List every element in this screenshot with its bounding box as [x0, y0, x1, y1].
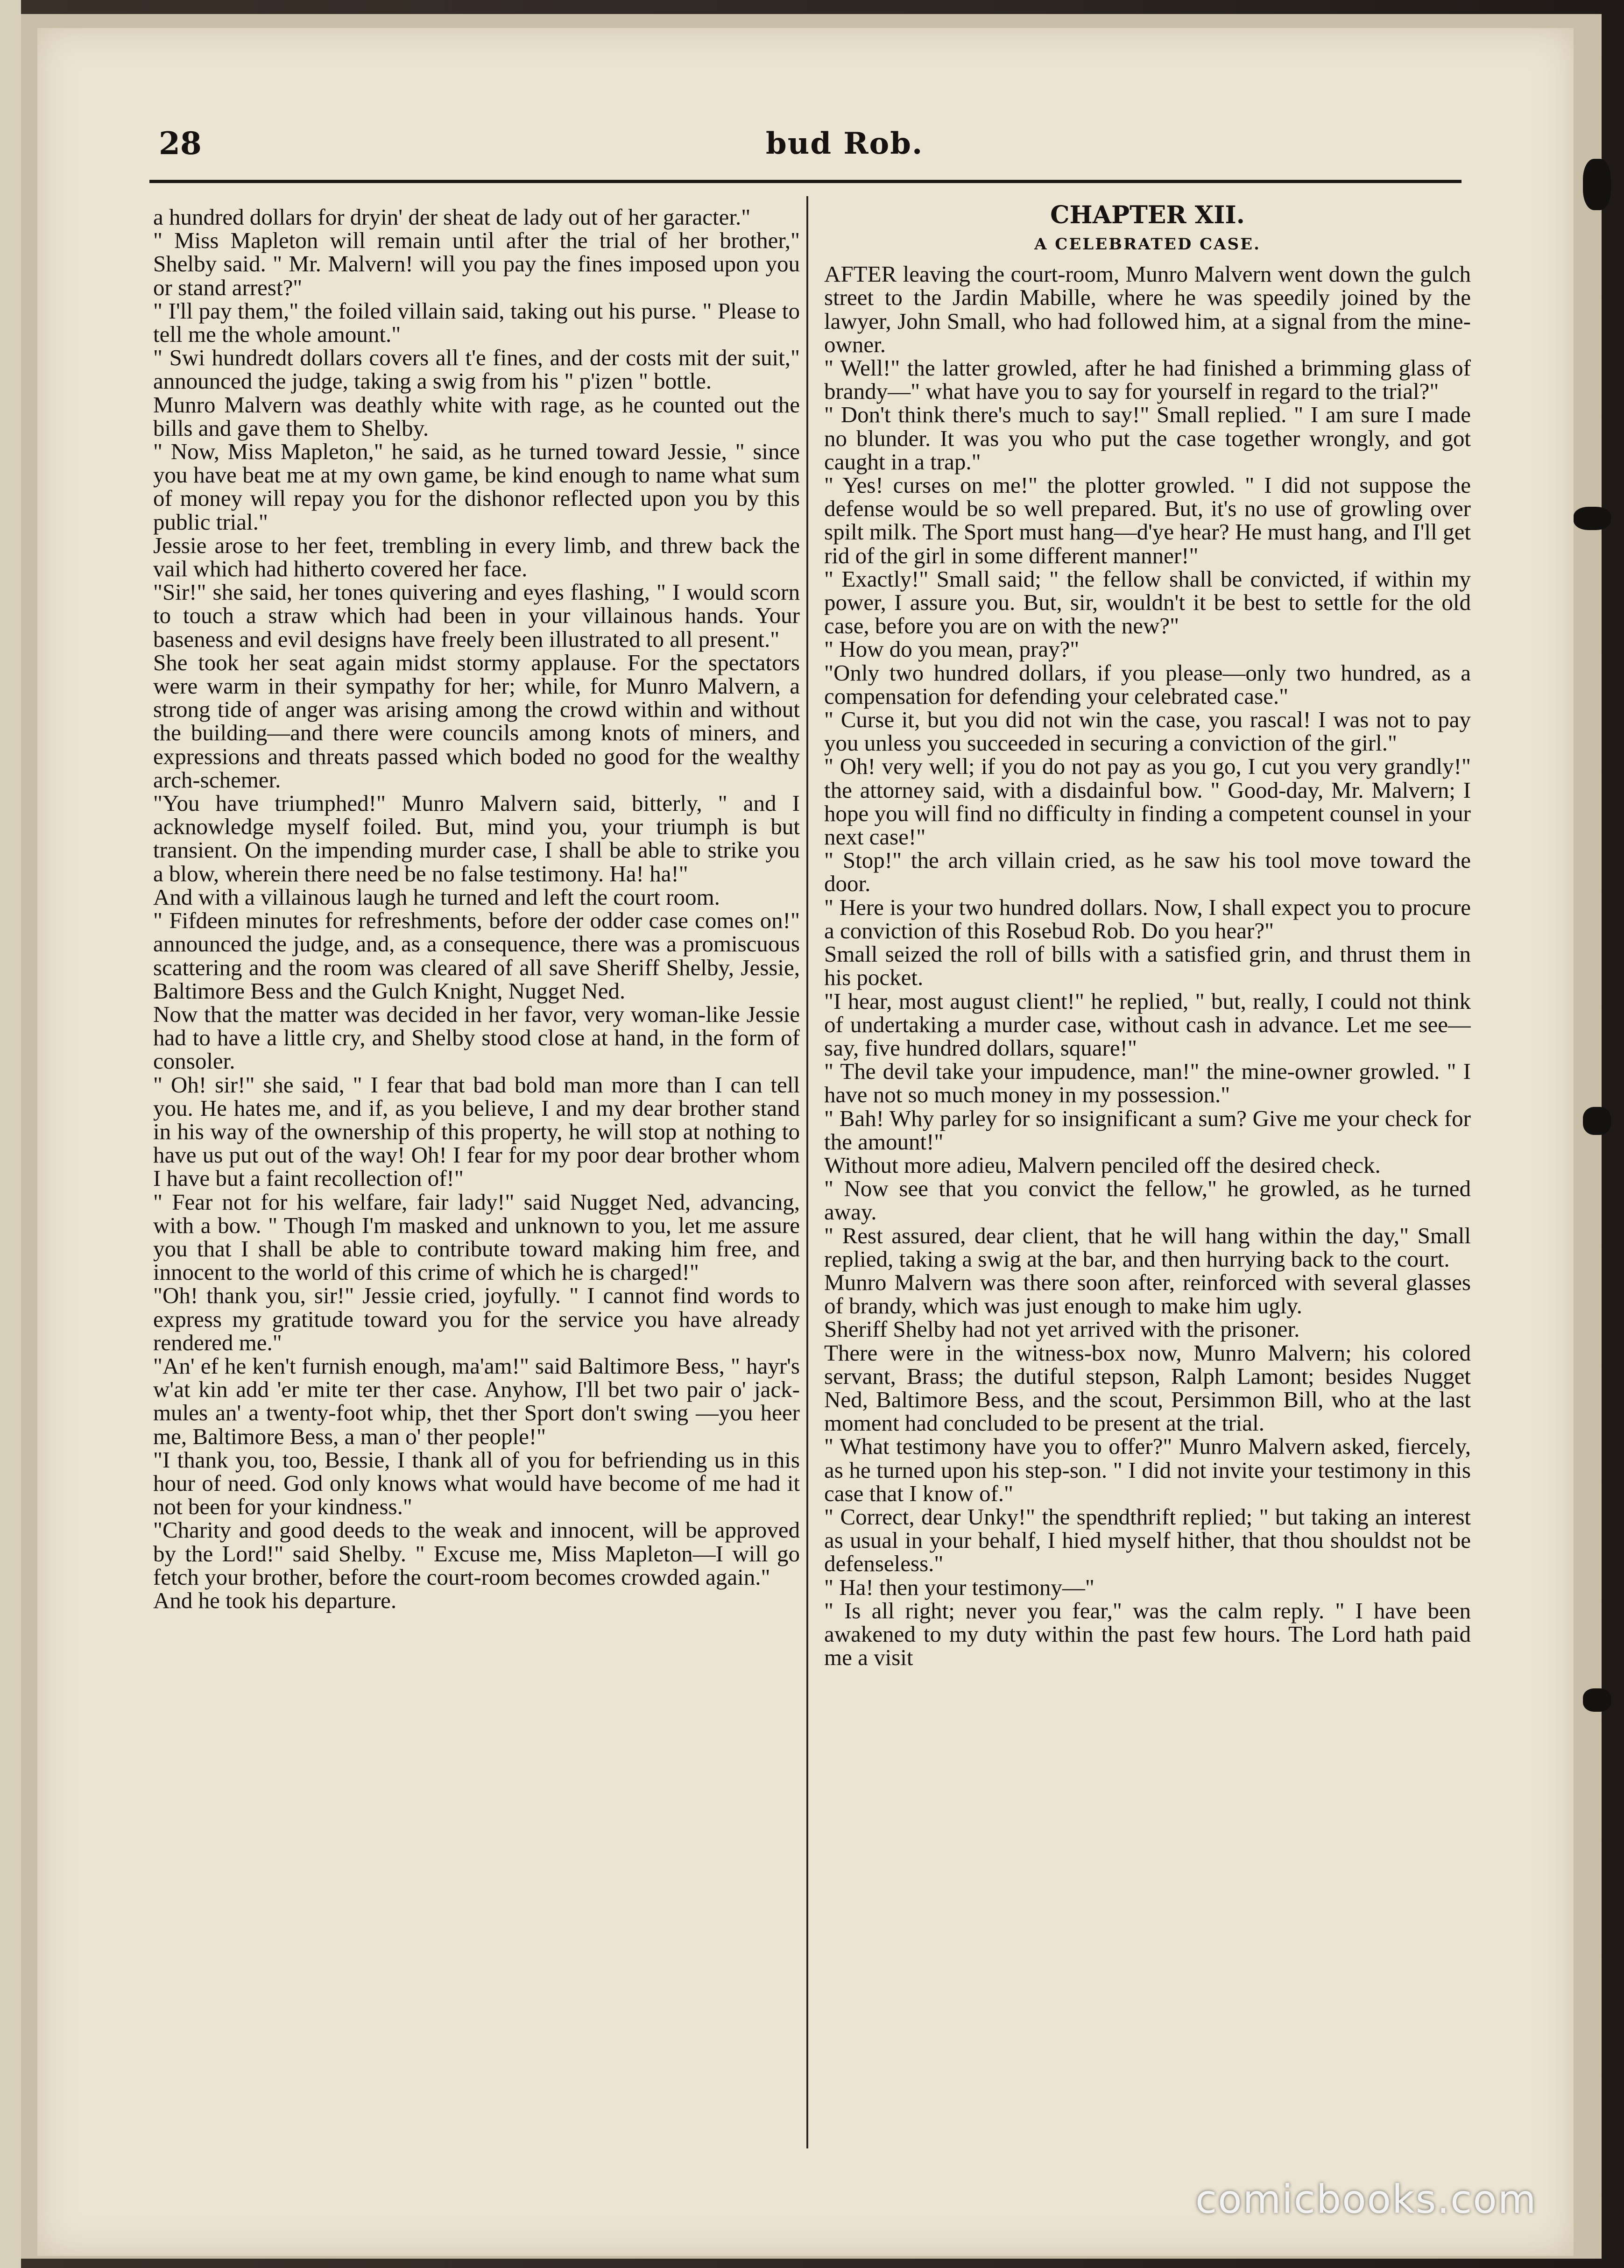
paragraph: Jessie arose to her feet, trembling in every limb, and threw back the vail which had hitherto covered her face. — [153, 532, 800, 582]
binding-edge — [0, 0, 21, 2268]
column-divider — [806, 196, 808, 2148]
paragraph: " How do you mean, pray?" — [824, 636, 1080, 662]
paragraph: " Don't think there's much to say!" Small replied. " I am sure I made no blunder. It was you who put the case together wrongly, and got caught in a trap." — [824, 402, 1471, 475]
paragraph: Sheriff Shelby had not yet arrived with the prisoner. — [824, 1316, 1300, 1342]
paragraph: "I hear, most august client!" he replied, " but, really, I could not think of undertaking a murder case, without cash in advance. Let me see—say, five hundred dollars, square!" — [824, 988, 1471, 1061]
paragraph: "I thank you, too, Bessie, I thank all of you for befriending us in this hour of need. God only knows what would have become of me had it not been for your kindness." — [153, 1446, 800, 1520]
right-column — [824, 201, 1471, 2144]
paragraph: " Curse it, but you did not win the case, you rascal! I was not to pay you unless you succeeded in securing a conviction of the girl." — [824, 707, 1471, 756]
paragraph: "Only two hundred dollars, if you please—only two hundred, as a compensation for defending your celebrated case." — [824, 659, 1471, 709]
paragraph: " Fear not for his welfare, fair lady!" said Nugget Ned, advancing, with a bow. " Though I'm masked and unknown to you, let me assure you that I shall be able to contribute toward making him free, and innocent to the world of this crime of which he is charged!" — [153, 1189, 800, 1285]
paragraph: " What testimony have you to offer?" Munro Malvern asked, fiercely, as he turned upon his step-son. " I did not invite your testimony in this case that I know of." — [824, 1433, 1471, 1506]
paragraph: And he took his departure. — [153, 1587, 397, 1613]
chapter-subtitle: A CELEBRATED CASE. — [1034, 235, 1261, 254]
paragraph: Small seized the roll of bills with a satisfied grin, and thrust them in his pocket. — [824, 941, 1471, 991]
binding-hole-mark — [1583, 1688, 1611, 1712]
paragraph: " Rest assured, dear client, that he will hang within the day," Small replied, taking a swig at the bar, and then hurrying back to the court. — [824, 1222, 1471, 1272]
left-column — [153, 206, 800, 2148]
paragraph: "You have triumphed!" Munro Malvern said, bitterly, " and I acknowledge myself foiled. But, mind you, your triumph is but transient. On the impending murder case, I shall be able to strike you a blow, wherein there need be no false testimony. Ha! ha!" — [153, 790, 800, 886]
paragraph: " Stop!" the arch villain cried, as he saw his tool move toward the door. — [824, 847, 1471, 897]
paragraph: " Oh! sir!" she said, " I fear that bad bold man more than I can tell you. He hates me, and if, as you believe, I and my dear brother stand in his way of the ownership of this property, he will stop at nothing to have us put out of the way! Oh! I fear for my poor dear brother whom I have but a faint recollection of!" — [153, 1071, 800, 1191]
watermark: comicbooks.com — [1195, 2176, 1537, 2222]
running-head: bud Rob. — [766, 126, 924, 161]
chapter-title: CHAPTER XII. — [1050, 201, 1245, 229]
binding-hole-mark — [1583, 1107, 1611, 1135]
paragraph: AFTER leaving the court-room, Munro Malvern went down the gulch street to the Jardin Mabille, where he was speedily joined by the lawyer, John Small, who had followed him, at a signal from the mine-owner. — [824, 261, 1471, 357]
paragraph: She took her seat again midst stormy applause. For the spectators were warm in their sympathy for her; while, for Munro Malvern, a strong tide of anger was arising among the crowd within and without the building—and there were councils among knots of miners, and expressions and threats passed which boded no good for the wealthy arch-schemer. — [153, 649, 800, 793]
paragraph: " Correct, dear Unky!" the spendthrift replied; " but taking an interest as usual in your behalf, I hied myself hither, that thou shouldst not be defenseless." — [824, 1503, 1471, 1577]
paragraph: " Here is your two hundred dollars. Now, I shall expect you to procure a conviction of this Rosebud Rob. Do you hear?" — [824, 894, 1471, 943]
paragraph: "Charity and good deeds to the weak and innocent, will be approved by the Lord!" said Shelby. " Excuse me, Miss Mapleton—I will go fetch your brother, before the court-room becomes crowded again." — [153, 1517, 800, 1590]
paragraph: " The devil take your impudence, man!" the mine-owner growled. " I have not so much money in my possession." — [824, 1058, 1471, 1108]
paragraph: " Ha! then your testimony—" — [824, 1574, 1094, 1600]
paragraph: " Swi hundredt dollars covers all t'e fines, and der costs mit der suit," announced the judge, taking a swig from his " p'izen " bottle. — [153, 345, 800, 394]
paragraph: Now that the matter was decided in her favor, very woman-like Jessie had to have a little cry, and Shelby stood close at hand, in the form of consoler. — [153, 1001, 800, 1074]
paragraph: " Well!" the latter growled, after he had finished a brimming glass of brandy—" what have you to say for yourself in regard to the trial?" — [824, 355, 1471, 404]
paragraph: "An' ef he ken't furnish enough, ma'am!" said Baltimore Bess, " hayr's w'at kin add 'er mite ter ther case. Anyhow, I'll bet two pair o' jack-mules an' a twenty-foot whip, thet ther Sport don't swing —you heer me, Baltimore Bess, a man o' ther people!" — [153, 1353, 800, 1449]
paragraph: Munro Malvern was there soon after, reinforced with several glasses of brandy, which was just enough to make him ugly. — [824, 1269, 1471, 1319]
paragraph: "Sir!" she said, her tones quivering and eyes flashing, " I would scorn to touch a straw which had been in your villainous hands. Your baseness and evil designs have freely been illustrated to all present." — [153, 579, 800, 652]
paragraph: " Now, Miss Mapleton," he said, as he turned toward Jessie, " since you have beat me at my own game, be kind enough to name what sum of money will repay you for the dishonor reflected upon you by this public trial." — [153, 439, 800, 535]
paragraph: Without more adieu, Malvern penciled off the desired check. — [824, 1152, 1381, 1178]
binding-hole-mark — [1574, 507, 1611, 530]
paragraph: " Fifdeen minutes for refreshments, before der odder case comes on!" announced the judge, and, as a consequence, there was a promiscuous scattering and the room was cleared of all save Sheriff Shelby, Jessie, Baltimore Bess and the Gulch Knight, Nugget Ned. — [153, 907, 800, 1004]
paragraph: " Bah! Why parley for so insignificant a sum? Give me your check for the amount!" — [824, 1105, 1471, 1155]
binding-hole-mark — [1583, 159, 1611, 210]
paragraph: " Oh! very well; if you do not pay as you go, I cut you very grandly!" the attorney said, with a disdainful bow. " Good-day, Mr. Malvern; I hope you will find no difficulty in finding a competent counsel in your next case!" — [824, 753, 1471, 850]
paragraph: And with a villainous laugh he turned and left the court room. — [153, 884, 720, 910]
paragraph: " Yes! curses on me!" the plotter growled. " I did not suppose the defense would be so well prepared. But, it's no use of growling over spilt milk. The Sport must hang—d'ye hear? He must hang, and I'll get rid of the girl in some different manner!" — [824, 472, 1471, 568]
page-header — [149, 112, 1457, 168]
paragraph: " Now see that you convict the fellow," he growled, as he turned away. — [824, 1176, 1471, 1225]
paragraph: " Is all right; never you fear," was the calm reply. " I have been awakened to my duty within the past few hours. The Lord hath paid me a visit — [824, 1597, 1471, 1671]
paragraph: "Oh! thank you, sir!" Jessie cried, joyfully. " I cannot find words to express my gratitude toward you for the service you have already rendered me." — [153, 1283, 800, 1355]
paragraph: a hundred dollars for dryin' der sheat de lady out of her garacter." — [153, 206, 751, 230]
paragraph: " Exactly!" Small said; " the fellow shall be convicted, if within my power, I assure you. But, sir, wouldn't it be best to settle for the old case, before you are on with the new?" — [824, 566, 1471, 639]
page-number: 28 — [159, 125, 202, 162]
paragraph: " I'll pay them," the foiled villain said, taking out his purse. " Please to tell me the whole amount." — [153, 298, 800, 347]
paragraph: Munro Malvern was deathly white with rage, as he counted out the bills and gave them to Shelby. — [153, 391, 800, 441]
paragraph: There were in the witness-box now, Munro Malvern; his colored servant, Brass; the dutiful stepson, Ralph Lamont; besides Nugget Ned, Baltimore Bess, and the scout, Persimmon Bill, who at the last moment had concluded to be present at the trial. — [824, 1340, 1471, 1436]
paragraph: " Miss Mapleton will remain until after the trial of her brother," Shelby said. " Mr. Malvern! will you pay the fines imposed upon you or stand arrest?" — [153, 227, 800, 300]
header-rule — [149, 180, 1462, 183]
